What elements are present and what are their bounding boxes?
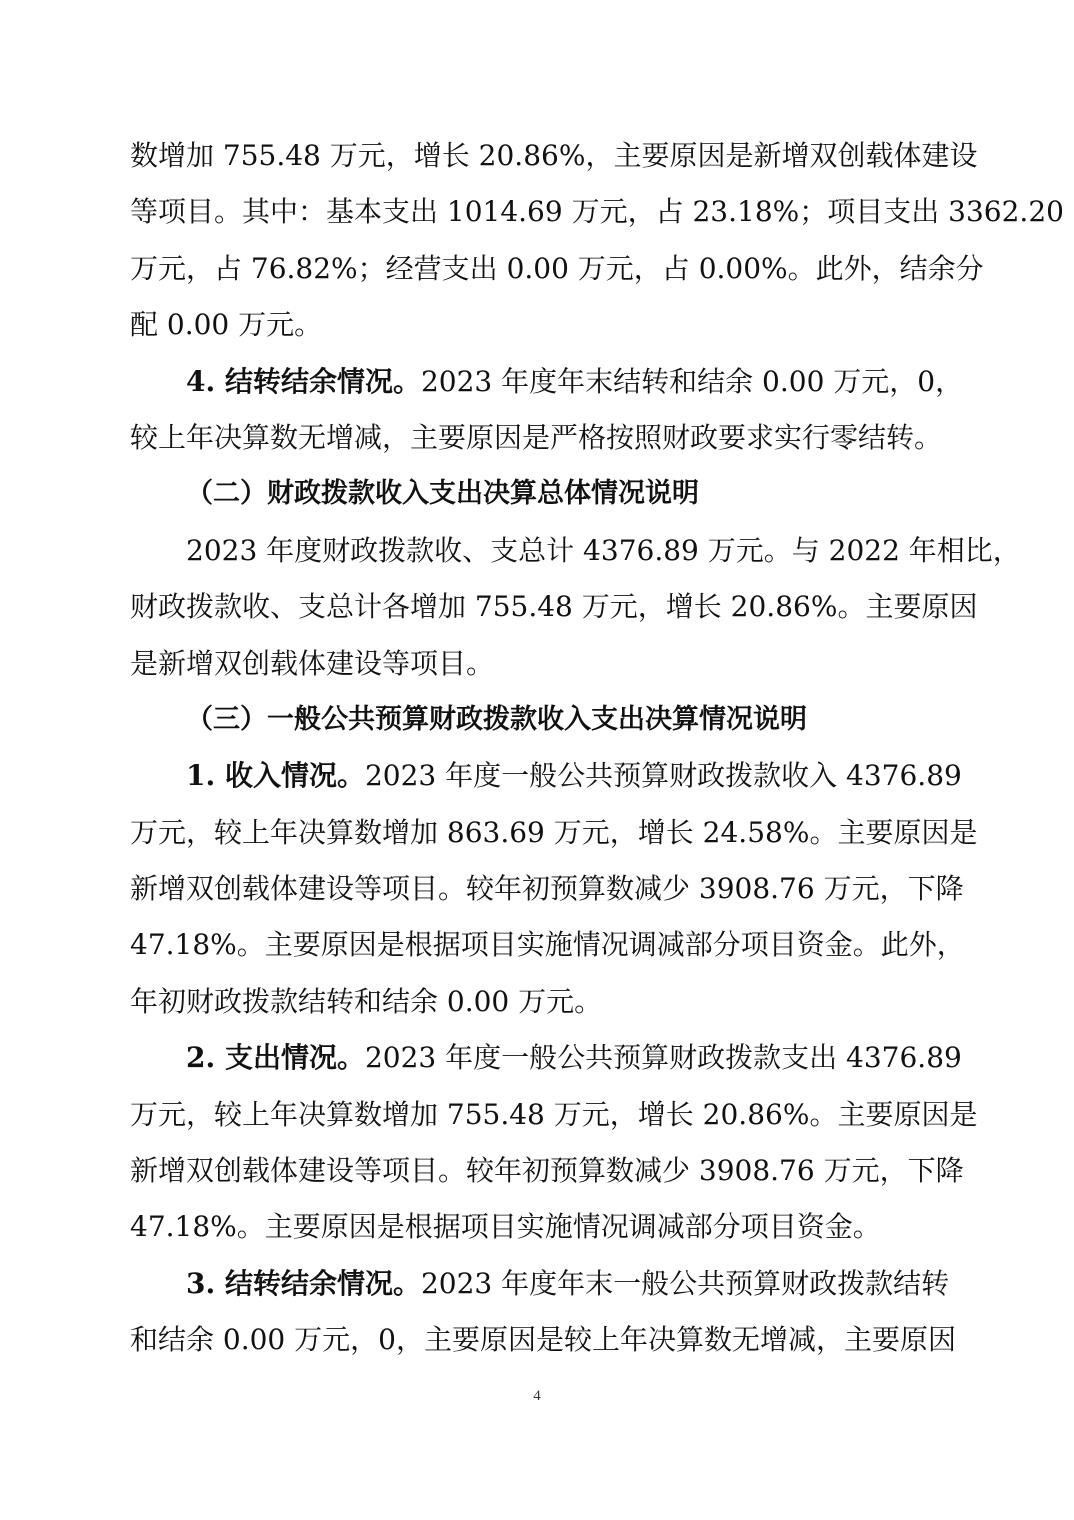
paragraph-line: 万元，占 76.82%；经营支出 0.00 万元，占 0.00%。此外，结余分 [130,251,984,285]
paragraph-line: 新增双创载体建设等项目。较年初预算数减少 3908.76 万元，下降 [130,1154,964,1188]
expenditure-heading: 2. 支出情况。 [186,1041,365,1075]
paragraph-line: 较上年决算数无增减，主要原因是严格按照财政要求实行零结转。 [130,420,943,454]
income-heading: 1. 收入情况。 [186,759,365,793]
carryover-heading: 3. 结转结余情况。 [186,1266,421,1300]
section-heading-2: （二）财政拨款收入支出决算总体情况说明 [186,478,699,510]
paragraph-line: 47.18%。主要原因是根据项目实施情况调减部分项目资金。 [130,1210,881,1244]
section-4-text: 2023 年度年末结转和结余 0.00 万元，0， [420,364,964,398]
expenditure-line [130,1030,962,1086]
paragraph-line: 年初财政拨款结转和结余 0.00 万元。 [130,984,603,1018]
income-text: 2023 年度一般公共预算财政拨款收入 4376.89 [364,759,962,793]
expenditure-text: 2023 年度一般公共预算财政拨款支出 4376.89 [364,1041,962,1075]
document-body [130,128,1064,1369]
carryover-line [130,1256,950,1312]
section-heading-3: （三）一般公共预算财政拨款收入支出决算情况说明 [186,703,807,735]
carryover-text: 2023 年度年末一般公共预算财政拨款结转 [420,1266,950,1300]
section-4-heading: 4. 结转结余情况。 [186,364,421,398]
paragraph-line: 万元，较上年决算数增加 755.48 万元，增长 20.86%。主要原因是 [130,1097,978,1131]
paragraph-line: 是新增双创载体建设等项目。 [130,646,495,680]
paragraph-line: 数增加 755.48 万元，增长 20.86%，主要原因是新增双创载体建设 [130,139,978,172]
paragraph-line: 万元，较上年决算数增加 863.69 万元，增长 24.58%。主要原因是 [130,815,978,849]
paragraph-line: 新增双创载体建设等项目。较年初预算数减少 3908.76 万元，下降 [130,872,964,906]
paragraph-line: 和结余 0.00 万元，0，主要原因是较上年决算数无增减，主要原因 [130,1323,956,1357]
paragraph-line: 财政拨款收、支总计各增加 755.48 万元，增长 20.86%。主要原因 [130,590,978,624]
paragraph-line: 2023 年度财政拨款收、支总计 4376.89 万元。与 2022 年相比， [186,533,1021,567]
section-4-carryover-line [130,354,964,410]
paragraph-line: 等项目。其中：基本支出 1014.69 万元，占 23.18%；项目支出 3362.20 [130,195,1064,229]
paragraph-line: 47.18%。主要原因是根据项目实施情况调减部分项目资金。此外， [130,928,965,962]
page-number: 4 [533,1388,541,1404]
income-line [130,748,962,804]
paragraph-line: 配 0.00 万元。 [130,308,323,342]
